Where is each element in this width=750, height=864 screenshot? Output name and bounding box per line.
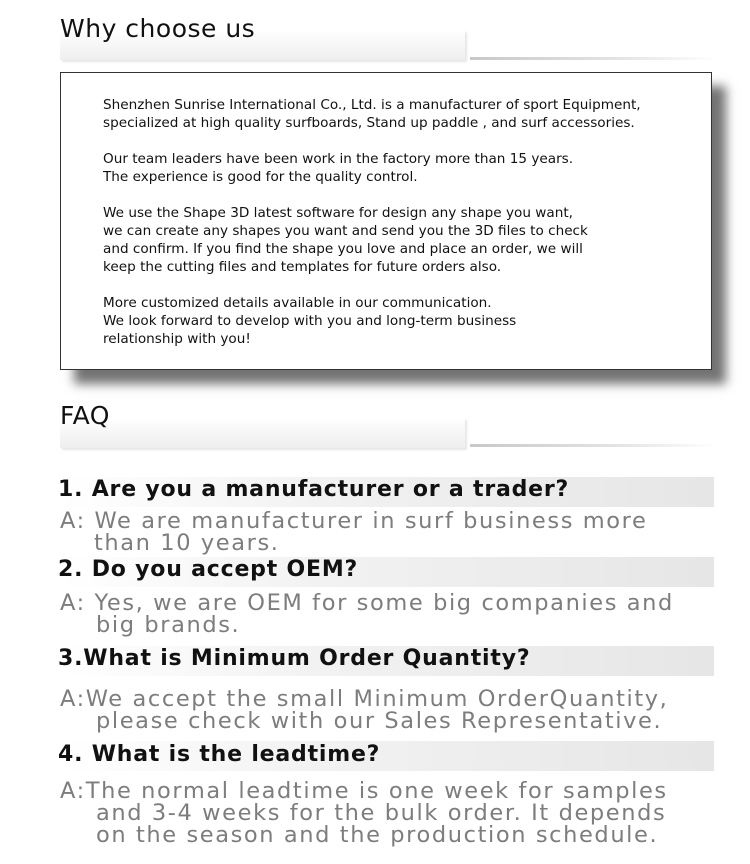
why-paragraph-2 (103, 150, 703, 186)
why-line: relationship with you! (103, 331, 251, 347)
faq-answer-line: A: Yes, we are OEM for some big companies and (60, 590, 674, 616)
faq-question-3: 3.What is Minimum Order Quantity? (58, 646, 531, 671)
why-line: Shenzhen Sunrise International Co., Ltd. is a manufacturer of sport Equipment, (103, 97, 641, 113)
why-content-box (60, 72, 712, 370)
why-line: The experience is good for the quality control. (103, 169, 418, 185)
faq-answer-line: and 3-4 weeks for the bulk order. It depends (96, 800, 667, 826)
why-line: Our team leaders have been work in the factory more than 15 years. (103, 151, 574, 167)
faq-section-title: FAQ (60, 401, 110, 430)
faq-answer-line: big brands. (96, 612, 241, 638)
faq-answer-line: A: We are manufacturer in surf business more (60, 508, 648, 534)
why-paragraph-1 (103, 96, 703, 132)
why-line: More customized details available in our communication. (103, 295, 492, 311)
why-line: we can create any shapes you want and send you the 3D files to check (103, 223, 588, 239)
faq-answer-line: please check with our Sales Representative. (96, 708, 663, 734)
faq-answer-line: on the season and the production schedule. (96, 822, 659, 848)
faq-answer-line: A:The normal leadtime is one week for samples (60, 778, 668, 804)
why-title-rule (470, 57, 720, 60)
faq-answer-4 (60, 780, 668, 846)
faq-answer-1 (60, 510, 647, 554)
why-line: specialized at high quality surfboards, Stand up paddle , and surf accessories. (103, 115, 635, 131)
faq-answer-3 (60, 688, 668, 732)
why-paragraph-4 (103, 294, 703, 348)
faq-title-band (60, 418, 465, 448)
why-paragraph-3 (103, 204, 703, 276)
faq-title-rule (470, 444, 720, 447)
faq-answer-line: A:We accept the small Minimum OrderQuantity, (60, 686, 669, 712)
why-line: We use the Shape 3D latest software for design any shape you want, (103, 205, 573, 221)
why-line: and confirm. If you find the shape you love and place an order, we will (103, 241, 583, 257)
why-line: keep the cutting files and templates for future orders also. (103, 259, 502, 275)
faq-answer-2 (60, 592, 674, 636)
why-text-block (103, 96, 703, 366)
why-line: We look forward to develop with you and long-term business (103, 313, 517, 329)
faq-question-1: 1. Are you a manufacturer or a trader? (58, 477, 570, 502)
faq-question-4: 4. What is the leadtime? (58, 742, 381, 767)
faq-answer-line: than 10 years. (94, 530, 280, 556)
why-section-title: Why choose us (60, 14, 256, 43)
faq-question-2: 2. Do you accept OEM? (58, 557, 359, 582)
